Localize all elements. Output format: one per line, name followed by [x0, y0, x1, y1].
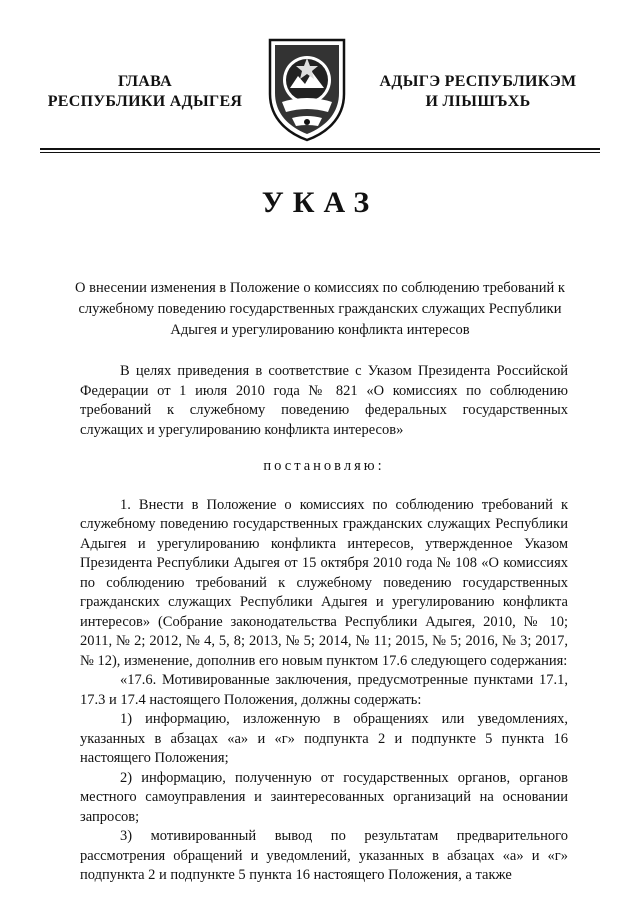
document-subject: О внесении изменения в Положение о комиссиях по соблюдению требований к служебному поведению государственных гражданских служащих Республики Адыгея и урегулированию конфликта интересов [75, 280, 565, 338]
adygea-coat-of-arms-icon [262, 36, 352, 142]
body-paragraph: 2) информацию, полученную от государственных органов, органов местного самоуправления и заинтересованных организаций на основании запросов; [80, 769, 568, 825]
body-paragraph: 1) информацию, изложенную в обращениях или уведомлениях, указанных в абзацах «а» и «г» подпункта 2 и подпункте 5 пункта 16 настоящего Положения; [80, 711, 568, 766]
issuer-line-2-adyghe: И ЛІЫШЪХЬ [425, 93, 531, 110]
decree-word: постановляю: [263, 458, 385, 474]
issuer-line-2: РЕСПУБЛИКИ АДЫГЕЯ [47, 93, 243, 110]
document-title: УКАЗ [261, 186, 379, 219]
header-divider-thin [40, 152, 600, 153]
body-paragraph: 3) мотивированный вывод по результатам предварительного рассмотрения обращений и уведомлений, указанных в абзацах «а» и «г» подпункта 2 и подпункте 5 пункта 16 настоящего Положения, а также [80, 828, 568, 883]
body-paragraph: «17.6. Мотивированные заключения, предусмотренные пунктами 17.1, 17.3 и 17.4 настоящего Положения, должны содержать: [80, 672, 568, 708]
issuer-block-russian [40, 72, 250, 112]
header-divider-thick [40, 148, 600, 150]
issuer-line-1-adyghe: АДЫГЭ РЕСПУБЛИКЭМ [379, 73, 577, 90]
issuer-line-1: ГЛАВА [118, 73, 172, 90]
body-paragraph: 1. Внести в Положение о комиссиях по соблюдению требований к служебному поведению государственных гражданских служащих Республики Адыгея и урегулированию конфликта интересов, утвержденное Указом Президента Республики Адыгея от 15 октября 2010 года № 108 «О комиссиях по соблюдению требований к служебному поведению государственных гражданских служащих Республики Адыгея и урегулированию конфликта интересов» (Собрание законодательства Республики Адыгея, 2010, № 10; 2011, № 2; 2012, № 4, 5, 8; 2013, № 5; 2014, № 11; 2015, № 5; 2016, № 3; 2017, № 12), изменение, дополнив его новым пунктом 17.6 следующего содержания: [80, 496, 568, 669]
preamble-paragraph: В целях приведения в соответствие с Указом Президента Российской Федерации от 1 июля 2010 года № 821 «О комиссиях по соблюдению требований к служебному поведению федеральных государственных служащих и урегулированию конфликта интересов» [80, 363, 568, 438]
issuer-block-adyghe [368, 72, 588, 112]
document-body [80, 362, 568, 886]
